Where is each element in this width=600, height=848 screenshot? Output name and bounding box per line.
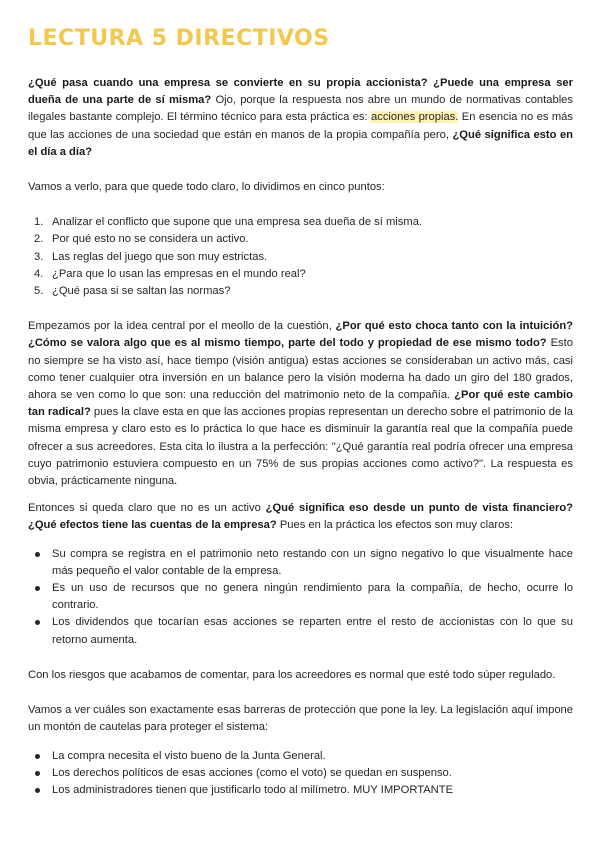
regulation-paragraph: Con los riesgos que acabamos de comentar, para los acreedores es normal que esté todo súper regulado. [28,668,556,681]
list-number: 4. [34,267,44,280]
list-item [28,283,573,300]
intro-question: ¿Qué pasa cuando una empresa se convierte en su propia accionista? ¿Puede una empresa ser dueña de una parte de sí misma? [28,77,573,107]
paragraph-text: Esto no siempre se ha visto así, hace tiempo (visión antigua) estas acciones se consideraban un activo más, casi como tener cualquier otra inversión en un balance pero la visión moderna ha dado un giro del 180 grados, ahora se ven como lo que son: una reducción del matrimonio neto de la compañía. [28,337,573,402]
list-number: 1. [34,216,44,229]
bullet-icon [35,788,40,793]
list-item [28,748,573,765]
list-item [28,214,573,231]
list-item [28,266,573,283]
list-number: 5. [34,285,44,298]
points-list [28,214,573,300]
document-page [28,24,573,799]
list-text: La compra necesita el visto bueno de la Junta General. [52,749,326,762]
list-text: Analizar el conflicto que supone que una empresa sea dueña de sí misma. [52,216,423,229]
list-item [28,231,573,248]
bullet-icon [35,552,40,557]
list-text: Los administradores tienen que justificarlo todo al milímetro. MUY IMPORTANTE [52,783,454,796]
list-item [28,765,573,782]
intro-text-2: En esencia no es más que las acciones de una sociedad que están en manos de la propia compañía pero, [28,111,573,141]
list-text: Por qué esto no se considera un activo. [52,233,249,246]
bold-question: ¿Qué significa eso desde un punto de vista financiero? ¿Qué efectos tiene las cuentas de la empresa? [28,502,573,532]
bullet-icon [35,754,40,759]
paragraph-text: Entonces si queda claro que no es un activo [28,502,266,515]
bullet-icon [35,620,40,625]
list-text: Los dividendos que tocarían esas acciones se reparten entre el resto de accionistas con lo que su retorno aumenta. [52,616,573,646]
paragraph-text: Empezamos por la idea central por el meollo de la cuestión, [28,320,336,333]
rules-list [28,748,573,800]
list-text: Los derechos políticos de esas acciones (como el voto) se quedan en suspenso. [52,766,452,779]
bold-question: ¿Por qué esto choca tanto con la intuición? ¿Cómo se valora algo que es al mismo tiempo, parte del todo y propiedad de ese mismo todo? [28,320,573,350]
intro-question-2: ¿Qué significa esto en el día a día? [28,128,574,158]
list-text: Es un uso de recursos que no genera ningún rendimiento para la compañía, de hecho, ocurre lo contrario. [52,582,573,612]
central-idea-paragraph [28,318,573,490]
list-number: 3. [34,250,44,263]
bullet-icon [35,771,40,776]
list-item [28,782,573,799]
list-text: ¿Para que lo usan las empresas en el mundo real? [52,267,306,280]
bullet-icon [35,586,40,591]
intro-text: Ojo, porque la respuesta nos abre un mundo de normativas contables ilegales bastante complejo. El término técnico para esta práctica es: [28,94,573,124]
financial-paragraph [28,500,573,534]
points-intro: Vamos a verlo, para que quede todo claro, lo dividimos en cinco puntos: [28,181,385,194]
effects-list [28,546,573,649]
barriers-paragraph: Vamos a ver cuáles son exactamente esas barreras de protección que pone la ley. La legislación aquí impone un montón de cautelas para proteger el sistema: [28,704,573,734]
list-text: Las reglas del juego que son muy estrictas. [52,250,268,263]
intro-paragraph [28,75,573,161]
list-text: ¿Qué pasa si se saltan las normas? [52,285,231,298]
list-item [28,580,573,614]
highlighted-term: acciones propias. [371,111,459,124]
list-item [28,546,573,580]
paragraph-text: Pues en la práctica los efectos son muy claros: [276,519,514,532]
document-title: LECTURA 5 DIRECTIVOS [28,26,330,51]
bold-question: ¿Por qué este cambio tan radical? [28,389,573,419]
list-number: 2. [34,233,44,246]
list-item [28,614,573,648]
list-text: Su compra se registra en el patrimonio neto restando con un signo negativo lo que visualmente hace más pequeño el valor contable de la empresa. [52,547,573,577]
paragraph-text: pues la clave esta en que las acciones propias representan un derecho sobre el patrimonio de la misma empresa y claro esto es lo práctica lo que hace es disminuir la garantía real que la compañía puede ofrecer a sus acreedores. Esta cita lo ilustra a la perfección: "¿Qué garantía real podría ofrecer una empresa cuyo patrimonio estuviera compuesto en un 75% de sus propias acciones como activo?". La respuesta es obvia, prácticamente ninguna. [28,406,573,488]
list-item [28,249,573,266]
